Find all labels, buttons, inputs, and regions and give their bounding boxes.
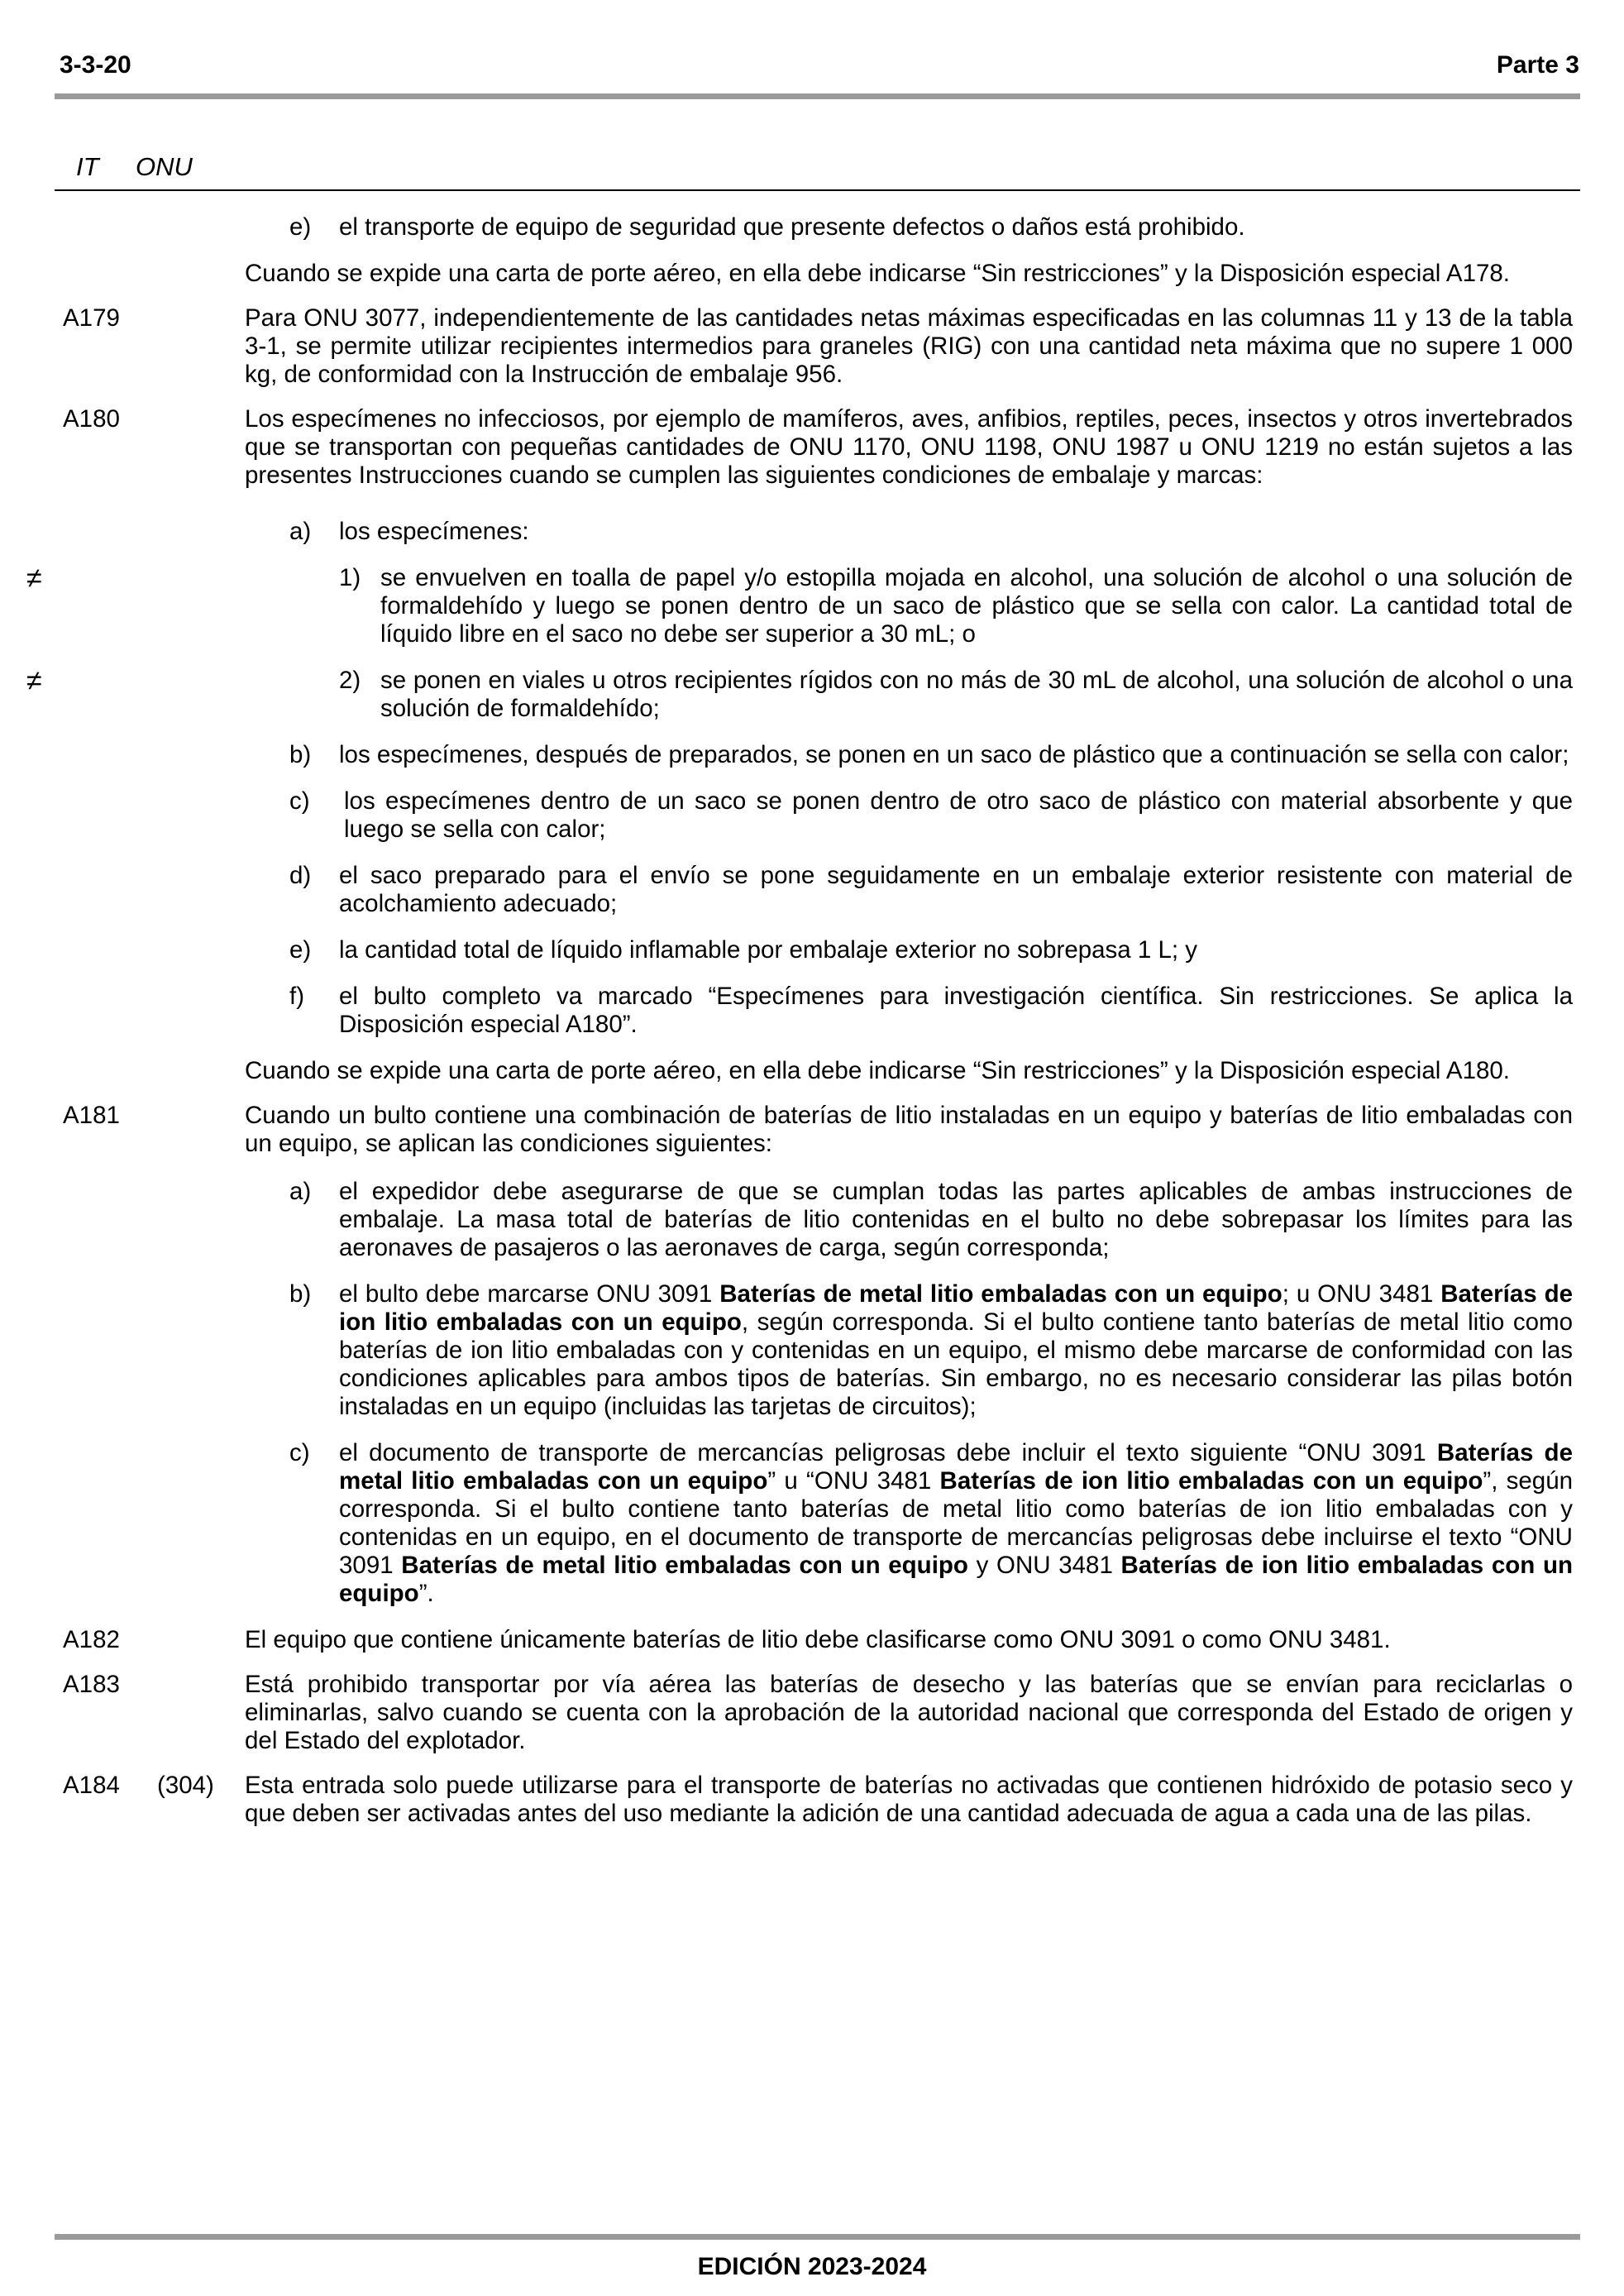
item-text: el bulto completo va marcado “Especímenes para investigación científica. Sin restricciones. Se aplica la Disposición especial A180”. bbox=[339, 983, 1573, 1038]
item-label: a) bbox=[289, 518, 312, 545]
provision-code: A181 bbox=[63, 1102, 120, 1129]
provision-a181 bbox=[0, 1102, 1624, 1158]
provision-code: A179 bbox=[63, 304, 120, 332]
provision-a180 bbox=[0, 405, 1624, 490]
a180-item-d bbox=[289, 862, 1573, 918]
item-text: el transporte de equipo de seguridad que presente defectos o daños está prohibido. bbox=[339, 213, 1245, 241]
item-text: la cantidad total de líquido inflamable por embalaje exterior no sobrepasa 1 L; y bbox=[339, 936, 1198, 964]
item-label: b) bbox=[289, 1280, 312, 1308]
amendment-marker: ≠ bbox=[26, 665, 42, 696]
a181-item-b bbox=[289, 1280, 1573, 1421]
item-text: el saco preparado para el envío se pone seguidamente en un embalaje exterior resistente con material de acolchamiento adecuado; bbox=[339, 862, 1573, 917]
text-run: ; u ONU 3481 bbox=[1282, 1280, 1441, 1308]
text-run: , según corresponda. Si el bulto contiene tanto baterías de metal litio como baterías de ion litio embaladas con y contenidas en un equipo, el mismo debe marcarse de conformidad con las condiciones aplicables para ambos tipos de baterías. Sin embargo, no es necesario considerar las pilas botón instaladas en un equipo (incluidas las tarjetas de circuitos); bbox=[339, 1308, 1573, 1420]
text-run: el documento de transporte de mercancías peligrosas debe incluir el texto siguiente “ONU 3091 bbox=[339, 1439, 1437, 1466]
bold-run: Baterías de metal litio embaladas con un equipo bbox=[401, 1552, 968, 1579]
item-label: b) bbox=[289, 741, 312, 768]
provision-text: Los especímenes no infecciosos, por ejemplo de mamíferos, aves, anfibios, reptiles, peces, insectos y otros invertebrados que se transportan con pequeñas cantidades de ONU 1170, ONU 1198, ONU 1987 u ONU 1219 no están sujetos a las presentes Instrucciones cuando se cumplen las siguientes condiciones de embalaje y marcas: bbox=[245, 405, 1573, 489]
item-label: c) bbox=[289, 1439, 310, 1466]
provision-text: El equipo que contiene únicamente baterías de litio debe clasificarse como ONU 3091 o como ONU 3481. bbox=[245, 1626, 1391, 1653]
bold-run: Baterías de metal litio embaladas con un equipo bbox=[339, 1439, 1573, 1495]
a180-item-a bbox=[289, 518, 1573, 546]
text-run: el bulto debe marcarse ONU 3091 bbox=[339, 1280, 720, 1308]
amendment-marker: ≠ bbox=[26, 562, 42, 594]
subitem-text: se envuelven en toalla de papel y/o estopilla mojada en alcohol, una solución de alcohol o una solución de formaldehído y luego se ponen dentro de un saco de plástico que se sella con calor. La cantidad total de líquido libre en el saco no debe ser superior a 30 mL; o bbox=[380, 564, 1573, 648]
a178-note-block bbox=[0, 260, 1624, 288]
a180-item-f bbox=[289, 983, 1573, 1039]
item-text: los especímenes, después de preparados, se ponen en un saco de plástico que a continuación se sella con calor; bbox=[339, 741, 1569, 768]
item-text: los especímenes: bbox=[339, 518, 529, 545]
text-run: y ONU 3481 bbox=[967, 1552, 1121, 1579]
text-run: ” u “ONU 3481 bbox=[767, 1467, 940, 1495]
column-header-onu: ONU bbox=[136, 152, 193, 181]
bold-run: Baterías de ion litio embaladas con un equipo bbox=[939, 1467, 1483, 1495]
provision-code: A184 bbox=[63, 1772, 120, 1799]
provision-onu-ref: (304) bbox=[157, 1772, 214, 1799]
subitem-label: 2) bbox=[339, 667, 361, 694]
provision-text: Para ONU 3077, independientemente de las cantidades netas máximas especificadas en las columnas 11 y 13 de la tabla 3-1, se permite utilizar recipientes intermedios para graneles (RIG) con una cantidad neta máxima que no supere 1 000 kg, de conformidad con la Instrucción de embalaje 956. bbox=[245, 304, 1573, 388]
provision-code: A180 bbox=[63, 405, 120, 433]
edition-footer: EDICIÓN 2023-2024 bbox=[697, 2253, 927, 2280]
text-run: ”. bbox=[418, 1580, 434, 1607]
a180-subitem-2 bbox=[26, 665, 1573, 723]
provision-a184 bbox=[0, 1772, 1624, 1828]
item-label: c) bbox=[289, 787, 310, 815]
item-label: e) bbox=[289, 213, 312, 241]
bold-run: Baterías de ion litio embaladas con un equipo bbox=[339, 1552, 1574, 1607]
provision-text: Cuando un bulto contiene una combinación de baterías de litio instaladas en un equipo y baterías de litio embaladas con un equipo, se aplican las condiciones siguientes: bbox=[245, 1102, 1573, 1157]
footer-rule bbox=[55, 2234, 1580, 2240]
item-text: los especímenes dentro de un saco se ponen dentro de otro saco de plástico con material absorbente y que luego se sella con calor; bbox=[344, 787, 1573, 843]
provision-text: Está prohibido transportar por vía aérea las baterías de desecho y las baterías que se envían para reciclarlas o eliminarlas, salvo cuando se cuenta con la aprobación de la autoridad nacional que corresponda del Estado de origen y del Estado del explotador. bbox=[245, 1671, 1573, 1754]
a180-item-e bbox=[289, 936, 1573, 964]
provision-a179 bbox=[0, 304, 1624, 389]
item-label: f) bbox=[289, 983, 305, 1010]
provision-text: Esta entrada solo puede utilizarse para el transporte de baterías no activadas que contienen hidróxido de potasio seco y que deben ser activadas antes del uso mediante la adición de una cantidad adecuada de agua a cada una de las pilas. bbox=[245, 1772, 1573, 1827]
subitem-label: 1) bbox=[339, 564, 361, 591]
column-header-rule bbox=[55, 189, 1580, 191]
bold-run: Baterías de ion litio embaladas con un equipo bbox=[339, 1280, 1573, 1336]
provisions-content bbox=[0, 213, 1624, 1844]
item-text bbox=[339, 1280, 1573, 1421]
header-rule bbox=[55, 93, 1580, 99]
a180-note-block bbox=[0, 1057, 1624, 1085]
provision-a183 bbox=[0, 1671, 1624, 1755]
a180-item-c bbox=[289, 787, 1573, 844]
a181-item-a bbox=[289, 1178, 1573, 1262]
item-label: e) bbox=[289, 936, 312, 964]
a178-note: Cuando se expide una carta de porte aéreo, en ella debe indicarse “Sin restricciones” y la Disposición especial A178. bbox=[245, 260, 1510, 287]
item-label: d) bbox=[289, 862, 312, 889]
page-number: 3-3-20 bbox=[60, 51, 131, 79]
column-header-it: IT bbox=[76, 152, 99, 181]
a180-subitem-1 bbox=[26, 562, 1573, 648]
text-run: ”, según corresponda. Si el bulto contiene tanto baterías de metal litio como baterías de ion litio embaladas con y contenidas en un equipo, en el documento de transporte de mercancías peligrosas debe incluirse el texto “ONU 3091 bbox=[339, 1467, 1574, 1579]
a180-item-b bbox=[289, 741, 1573, 769]
provision-code: A183 bbox=[63, 1671, 120, 1698]
a181-item-c bbox=[289, 1439, 1573, 1608]
a178-item-e bbox=[289, 213, 1573, 242]
subitem-text: se ponen en viales u otros recipientes rígidos con no más de 30 mL de alcohol, una solución de alcohol o una solución de formaldehído; bbox=[380, 667, 1573, 722]
item-text: el expedidor debe asegurarse de que se cumplan todas las partes aplicables de ambas instrucciones de embalaje. La masa total de baterías de litio contenidas en el bulto no debe sobrepasar los límites para las aeronaves de pasajeros o las aeronaves de carga, según corresponda; bbox=[339, 1178, 1573, 1261]
part-title: Parte 3 bbox=[1496, 51, 1579, 79]
a180-note: Cuando se expide una carta de porte aéreo, en ella debe indicarse “Sin restricciones” y la Disposición especial A180. bbox=[245, 1057, 1510, 1084]
item-text bbox=[339, 1439, 1573, 1608]
item-label: a) bbox=[289, 1178, 312, 1205]
provision-a182 bbox=[0, 1626, 1624, 1654]
provision-code: A182 bbox=[63, 1626, 120, 1653]
bold-run: Baterías de metal litio embaladas con un equipo bbox=[719, 1280, 1282, 1308]
